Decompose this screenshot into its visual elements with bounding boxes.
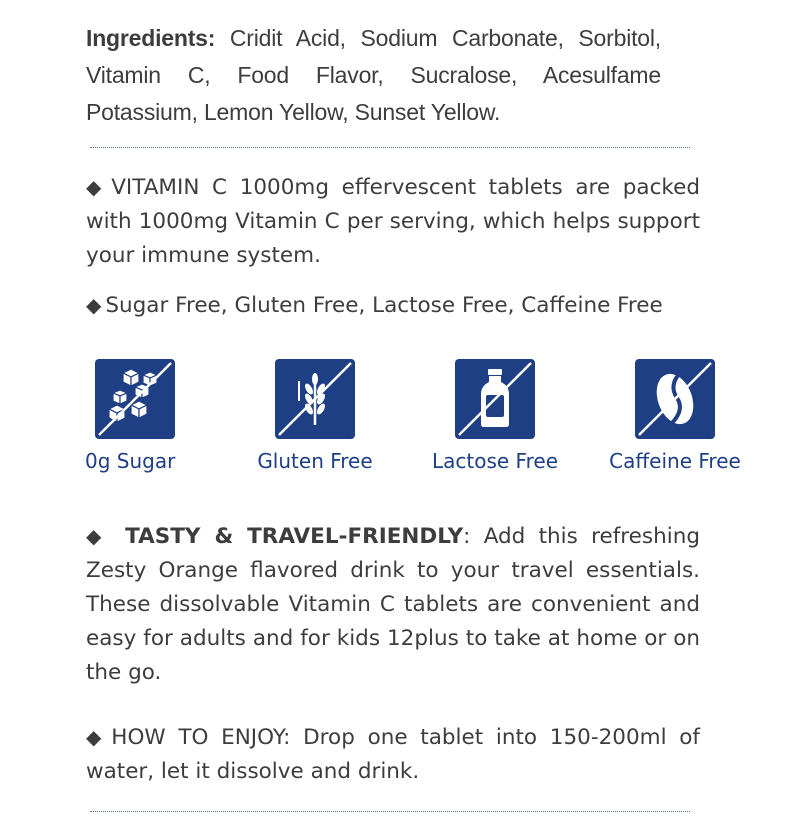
vitamin-bullet: [86, 170, 700, 273]
caption-lactose-free: Lactose Free: [432, 449, 558, 473]
caption-gluten-free: Gluten Free: [257, 449, 373, 473]
caption-caffeine-free: Caffeine Free: [609, 449, 741, 473]
vitamin-text: VITAMIN C 1000mg effervescent tablets are packed with 1000mg Vitamin C per serving, which helps support your immune system.: [86, 175, 700, 268]
sugar-cubes-icon: [95, 359, 175, 439]
dotted-divider: [90, 811, 690, 812]
ingredients-text: Cridit Acid, Sodium Carbonate, Sorbitol, Vitamin C, Food Flavor, Sucralose, Acesulfame Potassium, Lemon Yellow, Sunset Yellow.: [86, 25, 661, 125]
tasty-bullet: [86, 519, 700, 690]
milk-bottle-icon: [455, 359, 535, 439]
free-from-bullet: [86, 288, 700, 323]
tasty-label: TASTY & TRAVEL-FRIENDLY: [125, 524, 464, 549]
enjoy-bullet: [86, 720, 700, 789]
diamond-bullet-icon: ◆: [86, 524, 108, 548]
diamond-bullet-icon: ◆: [86, 175, 108, 199]
coffee-bean-icon: [635, 359, 715, 439]
caption-0g-sugar: 0g Sugar: [85, 449, 176, 473]
ingredients-paragraph: [86, 20, 661, 131]
tasty-text: : Add this refreshing Zesty Orange flavored drink to your travel essentials. These dissolvable Vitamin C tablets are convenient and easy for adults and for kids 12plus to take at home or on the go.: [86, 524, 700, 685]
dotted-divider: [90, 147, 690, 148]
ingredients-label: Ingredients:: [86, 25, 216, 51]
free-from-text: Sugar Free, Gluten Free, Lactose Free, Caffeine Free: [105, 293, 663, 318]
diamond-bullet-icon: ◆: [86, 293, 102, 317]
enjoy-text: HOW TO ENJOY: Drop one tablet into 150-200ml of water, let it dissolve and drink.: [86, 725, 700, 784]
wheat-icon: [275, 359, 355, 439]
diamond-bullet-icon: ◆: [86, 725, 108, 749]
